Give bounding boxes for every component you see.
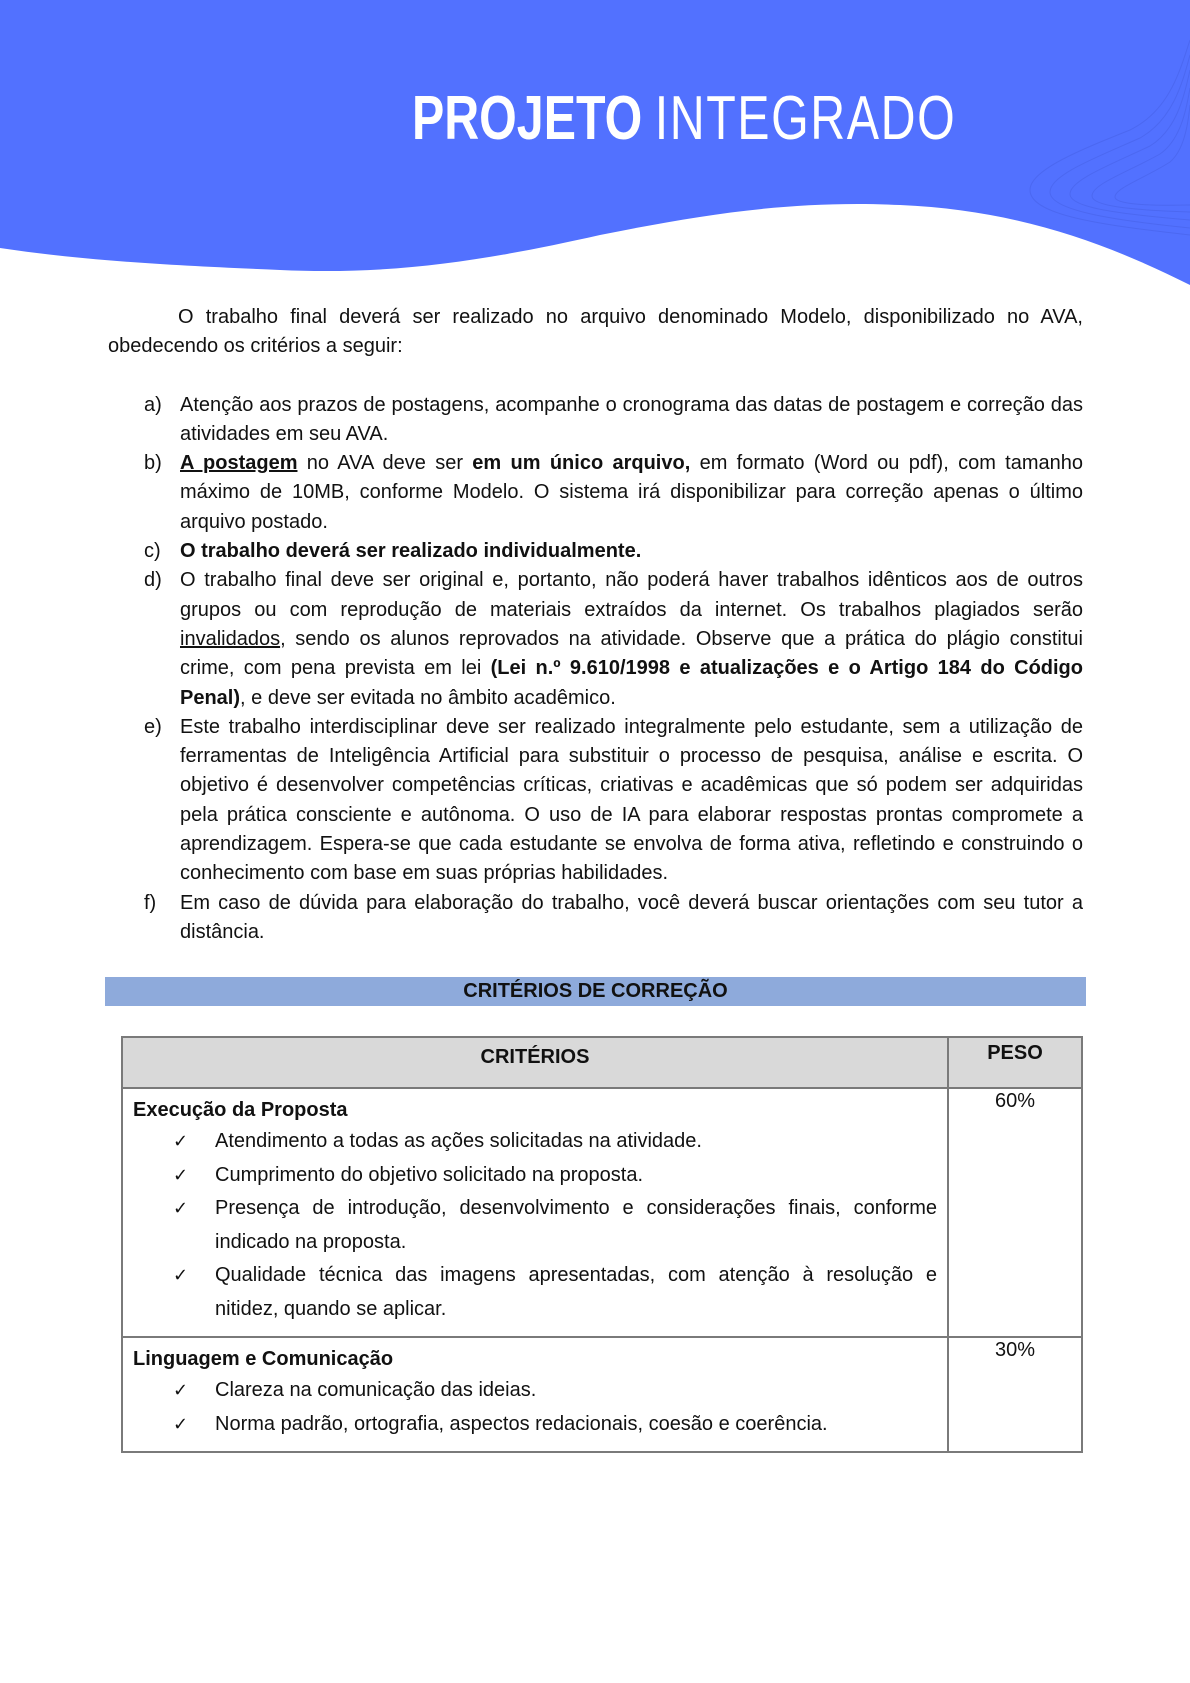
list-item-e <box>108 713 1083 889</box>
check-item-text: Atendimento a todas as ações solicitadas na atividade. <box>215 1130 702 1152</box>
check-icon: ✓ <box>173 1164 189 1185</box>
list-text: Atenção aos prazos de postagens, acompanhe o cronograma das datas de postagem e correção das atividades em seu AVA. <box>180 393 1083 445</box>
list-label: d) <box>144 569 162 592</box>
check-item <box>133 1259 937 1326</box>
emphasis-text: A postagem <box>180 452 298 475</box>
weight-cell: 30% <box>948 1337 1082 1452</box>
underlined-text: invalidados <box>180 627 281 650</box>
title-bold: PROJETO <box>412 84 643 153</box>
list-item-c <box>108 537 1083 566</box>
weight-cell: 60% <box>948 1088 1082 1337</box>
page-title <box>412 80 956 158</box>
criteria-list <box>108 391 1083 948</box>
group-title: Linguagem e Comunicação <box>133 1348 394 1370</box>
checklist <box>133 1374 937 1441</box>
intro-paragraph: O trabalho final deverá ser realizado no arquivo denominado Modelo, disponibilizado no AVA, obedecendo os critérios a seguir: <box>108 306 1083 358</box>
check-item <box>133 1408 937 1442</box>
check-icon: ✓ <box>173 1265 189 1285</box>
check-item <box>133 1159 937 1193</box>
check-icon: ✓ <box>173 1131 189 1151</box>
check-icon: ✓ <box>173 1413 189 1434</box>
title-light: INTEGRADO <box>654 84 957 153</box>
list-text: , e deve ser evitada no âmbito acadêmico. <box>240 686 616 709</box>
list-text: Este trabalho interdisciplinar deve ser realizado integralmente pelo estudante, sem a utilização de ferramentas de Inteligência Artificial para substituir o processo de pesquisa, análise e escrita. O objetivo é desenvolver competências críticas, criativas e acadêmicas que só podem ser adquiridas pela prática consciente e autônoma. O uso de IA para elaborar respostas prontas compromete a aprendizagem. Espera-se que cada estudante se envolva de forma ativa, refletindo e construindo o conhecimento com base em suas próprias habilidades. <box>180 715 1083 885</box>
law-reference: (Lei n.º 9.610/1998 e atualizações e o Artigo 184 do Código Penal) <box>180 657 1083 709</box>
check-item-text: Presença de introdução, desenvolvimento e considerações finais, conforme indicado na proposta. <box>215 1197 937 1253</box>
list-text: em formato (Word ou pdf), com tamanho máximo de 10MB, conforme Modelo. O sistema irá disponibilizar para correção apenas o último arquivo postado. <box>180 452 1083 533</box>
group-title: Execução da Proposta <box>133 1099 348 1121</box>
column-header-weight: PESO <box>948 1037 1082 1088</box>
table-header-row <box>122 1037 1082 1088</box>
list-label: c) <box>144 540 161 563</box>
check-item-text: Clareza na comunicação das ideias. <box>215 1379 537 1401</box>
column-header-criteria: CRITÉRIOS <box>122 1037 948 1088</box>
check-item <box>133 1125 937 1159</box>
check-icon: ✓ <box>173 1198 189 1218</box>
check-icon: ✓ <box>173 1380 189 1400</box>
criteria-cell <box>122 1088 948 1337</box>
emphasis-text: em um único arquivo, <box>472 452 691 475</box>
list-item-b <box>108 449 1083 537</box>
criteria-table <box>121 1036 1083 1453</box>
list-item-a <box>108 391 1083 450</box>
list-label: f) <box>144 891 157 914</box>
emphasis-text: O trabalho deverá ser realizado individualmente. <box>180 540 642 563</box>
list-label: a) <box>144 393 162 416</box>
list-item-d <box>108 566 1083 712</box>
list-label: b) <box>144 452 162 475</box>
header-banner <box>0 0 1190 300</box>
criteria-cell <box>122 1337 948 1452</box>
list-text: , sendo os alunos reprovados na atividade. Observe que a prática do plágio constitui crime, com pena prevista em lei <box>180 627 1083 680</box>
table-row <box>122 1088 1082 1337</box>
check-item-text: Qualidade técnica das imagens apresentadas, com atenção à resolução e nitidez, quando se aplicar. <box>215 1264 937 1320</box>
section-heading: CRITÉRIOS DE CORREÇÃO <box>105 977 1086 1006</box>
list-item-f <box>108 889 1083 948</box>
list-text: O trabalho final deve ser original e, portanto, não poderá haver trabalhos idênticos aos de outros grupos ou com reprodução de materiais extraídos da internet. Os trabalhos plagiados serão <box>180 569 1083 621</box>
check-item-text: Norma padrão, ortografia, aspectos redacionais, coesão e coerência. <box>215 1412 828 1435</box>
list-text: Em caso de dúvida para elaboração do trabalho, você deverá buscar orientações com seu tutor a distância. <box>180 891 1083 943</box>
list-label: e) <box>144 715 162 738</box>
check-item-text: Cumprimento do objetivo solicitado na proposta. <box>215 1163 644 1186</box>
list-text: no AVA deve ser <box>297 452 473 475</box>
table-row <box>122 1337 1082 1452</box>
checklist <box>133 1125 937 1326</box>
instructions <box>108 303 1083 947</box>
check-item <box>133 1374 937 1408</box>
check-item <box>133 1192 937 1259</box>
